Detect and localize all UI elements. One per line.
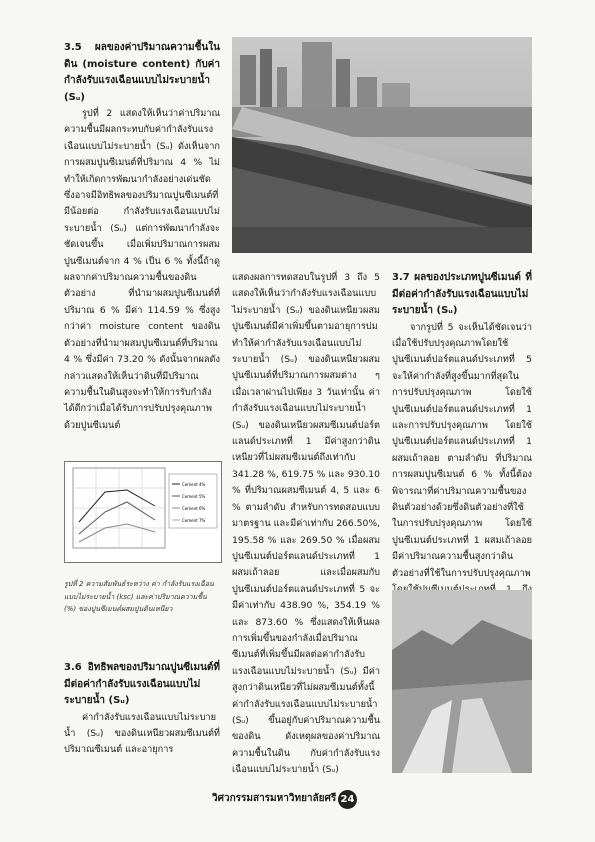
section-3-5-heading: 3.5 ผลของค่าปริมาณความชื้นในดิน (moisture content) กับค่ากำลังรับแรงเฉือนแบบไม่ระบายน้ำ (Sᵤ)	[64, 42, 220, 103]
section-3-6-paragraph: ค่ากำลังรับแรงเฉือนแบบไม่ระบายน้ำ (Sᵤ) ของดินเหนียวผสมซีเมนต์ที่ปริมาณซีเมนต์ และอายุการ	[64, 711, 220, 756]
section-3-7-heading: 3.7 ผลของประเภทปูนซีเมนต์ ที่มีต่อค่ากำลังรับแรงเฉือนแบบไม่ระบายน้ำ (Sᵤ)	[392, 272, 532, 316]
section-3-5-paragraph: รูปที่ 2 แสดงให้เห็นว่าค่าปริมาณความชื้นมีผลกระทบกับค่ากำลังรับแรงเฉือนแบบไม่ระบายน้ำ (Sᵤ) ดังเห็นจากการผสมปูนซีเมนต์ที่ปริมาณ 4 % ไม่ทำให้เกิดการพัฒนากำลังอย่างเด่นชัด ซึ่งอาจมีอิทธิพลของปริมาณปูนซีเมนต์ที่มีน้อยต่อ กำลังรับแรงเฉือนแบบไม่ระบายน้ำ (Sᵤ) แต่การพัฒนากำลังจะชัดเจนขึ้น เมื่อเพิ่มปริมาณการผสมปูนซีเมนต์จาก 4 % เป็น 6 % ทั้งนี้ถ้าดูผลจากค่าปริมาณความชื้นของดินตัวอย่าง ที่นำมาผสมปูนซีเมนต์ที่ปริมาณ 6 % มีค่า 114.59 % ซึ่งสูงกว่าค่า moisture content ของดินตัวอย่างที่นำมาผสมปูนซีเมนต์ที่ปริมาณ 4 % ซึ่งมีค่า 73.20 % ดังนั้นจากผลดังกล่าวแสดงให้เห็นว่าดินที่มีปริมาณความชื้นในดินสูงจะทำให้การรับกำลังได้ดีกว่าเมื่อได้รับการปรับปรุงคุณภาพด้วยปูนซีเมนต์	[64, 108, 220, 431]
legend-item: Cement 6%	[182, 506, 206, 511]
legend-item: Cement 5%	[182, 494, 206, 499]
section-3-5	[64, 40, 220, 450]
section-3-7	[392, 270, 532, 582]
section-3-6	[64, 660, 220, 778]
section-3-5-continuation	[232, 270, 380, 776]
section-3-5-continuation-paragraph: แสดงผลการทดสอบในรูปที่ 3 ถึง 5 แสดงให้เห็นว่ากำลังรับแรงเฉือนแบบไม่ระบายน้ำ (Sᵤ) ของดินเหนียวผสมปูนซีเมนต์มีค่าเพิ่มขึ้นตามอายุการบ่ม ทำให้ค่ากำลังรับแรงเฉือนแบบไม่ระบายน้ำ (Sᵤ) ของดินเหนียวผสมปูนซีเมนต์ที่ปริมาณการผสมต่าง ๆ เมื่อเวลาผ่านไปเพียง 3 วันเท่านั้น ค่ากำลังรับแรงเฉือนแบบไม่ระบายน้ำ (Sᵤ) ของดินเหนียวผสมซีเมนต์ปอร์ตแลนด์ประเภทที่ 1 มีค่าสูงกว่าดินเหนียวที่ไม่ผสมซีเมนต์ถึงเท่ากับ 341.28 %, 619.75 % และ 930.10 % ที่ปริมาณผสมซีเมนต์ 4, 5 และ 6 % ตามลำดับ สำหรับการทดสอบแบบมาตรฐาน และมีค่าเท่ากับ 266.50%, 195.58 % และ 269.50 % เมื่อผสมปูนซีเมนต์ปอร์ตแลนด์ประเภทที่ 1 ผสมเถ้าลอย และเมื่อผสมกับปูนซีเมนต์ปอร์ตแลนด์ประเภทที่ 5 จะมีค่าเท่ากับ 438.90 %, 354.19 % และ 873.60 % ซึ่งแสดงให้เห็นผลการเพิ่มขึ้นของกำลังเมื่อปริมาณซีเมนต์ที่เพิ่มขึ้นมีผลต่อค่ากำลังรับแรงเฉือนแบบไม่ระบายน้ำ (Sᵤ) มีค่าสูงกว่าดินเหนียวที่ไม่ผสมซีเมนต์ทั้งนี้ค่ากำลังรับแรงเฉือนแบบไม่ระบายน้ำ (Sᵤ) ขึ้นอยู่กับค่าปริมาณความชื้น ของดิน ดังเหตุผลของค่าปริมาณความชื้นในดิน กับค่ากำลังรับแรงเฉือนแบบไม่ระบายน้ำ (Sᵤ)	[232, 272, 380, 776]
journal-footer: วิศวกรรมสารมหาวิทยาลัยศรี	[212, 793, 337, 804]
highway-landscape-photo	[392, 590, 532, 773]
expressway-city-photo	[232, 37, 532, 253]
section-3-7-paragraph: จากรูปที่ 5 จะเห็นได้ชัดเจนว่า เมื่อใช้ปรับปรุงคุณภาพโดยใช้ปูนซีเมนต์ปอร์ตแลนด์ประเภทที่ 5 จะให้ค่ากำลังที่สูงขึ้นมากที่สุดในการปรับปรุงคุณภาพ โดยใช้ปูนซีเมนต์ปอร์ตแลนด์ประเภทที่ 1 และการปรับปรุงคุณภาพ โดยใช้ปูนซีเมนต์ปอร์ตแลนด์ประเภทที่ 1 ผสมเถ้าลอย ตามลำดับ ที่ปริมาณการผสมปูนซีเมนต์ 6 % ทั้งนี้ต้องพิจารณาที่ค่าปริมาณความชื้นของดินตัวอย่างด้วยซึ่งดินตัวอย่างที่ใช้ในการปรับปรุงคุณภาพ โดยใช้ปูนซีเมนต์ประเภทที่ 1 ผสมเถ้าลอยมีค่าปริมาณความชื้นสูงกว่าดินตัวอย่างที่ใช้ในการปรับปรุงคุณภาพ	[392, 321, 532, 579]
legend-item: Cement 7%	[182, 518, 206, 523]
section-3-6-heading: 3.6 อิทธิพลของปริมาณปูนซีเมนต์ที่มีต่อค่ากำลังรับแรงเฉือนแบบไม่ระบายน้ำ (Sᵤ)	[64, 662, 220, 706]
legend-item: Cement 4%	[182, 482, 206, 487]
figure-2-caption: รูปที่ 2 ความสัมพันธ์ระหว่าง ค่า กำลังรับแรงเฉือนแบบไม่ระบายน้ำ (ksc) และค่าปริมาณความชื้น (%) ของปูนซีเมนต์ผสมปูนดินเหนียว	[64, 580, 214, 613]
page-number: 24	[338, 790, 357, 809]
figure-2-chart	[64, 461, 222, 563]
